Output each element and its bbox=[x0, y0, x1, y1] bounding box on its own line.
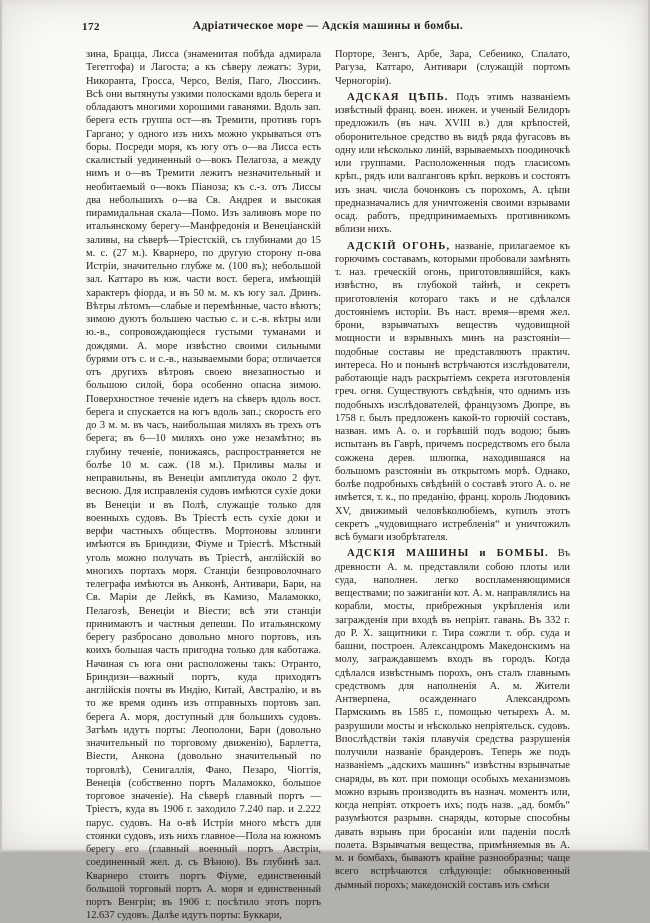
article-adskaya-tsep bbox=[335, 91, 570, 237]
article-title-adskie-mashiny-i-bomby: АДСКІЯ МАШИНЫ и БОМБЫ. bbox=[347, 547, 549, 560]
article-adriatic-sea-continuation: зина, Брацца, Лисса (знаменитая побѣда адмирала Тегетгофа) и Лагоста; а къ сѣверу лежатъ: Зури, Никоранта, Гросса, Черсо, Велія, Паго, Люссинъ. Всѣ они вытянуты узкими полосками вдоль берега и обладаютъ многими хорошими гаванями. Вдоль зап. берега есть группа ост—въ Тремити, противъ горъ Гаргано; у одного изъ нихъ можно укрываться отъ боры. Посреди моря, къ югу отъ о—ва Лисса есть скалистый уединенный о—вокъ Пелагоза, а между нимъ и о—въ Тремити лежитъ незначительный и необитаемый о—вокъ Піаноза; къ с.-з. отъ Лиссы два небольшихъ о—ва Св. Андрея и высокая пирамидальная скала—Помо. Изъ заливовъ море по итальянскому берегу—Манфредонія и Венеціанскій заливы, на сѣверѣ—Тріестскій, съ глубинами до 15 м. с. (27 м.). Кварнеро, по другую сторону п-ова Истріи, значительно глубже м. (100 въ); небольшой зал. Каттаро въ юж. части вост. берега, имѣющій характеръ фіорда, и въ 50 м. м. къ югу зал. Дринъ. Вѣтры лѣтомъ—слабые и перемѣнные, часто вѣютъ; зимою дуютъ большею частью с. и с.-в. вѣтры или ю.-в., сопровождающіеся густыми туманами и дождями. А. море извѣстно своими сильными бурями отъ с. и с.-в., называемыми бора; отличается отъ другихъ вѣтровъ своею внезапностью и большою силой, бора особенно опасна зимою. Поверхностное теченіе идетъ на сѣверъ вдоль вост. берега и спускается на югъ вдоль зап.; скорость его до 3 м. м. въ часъ, наибольшая миляхъ въ трехъ отъ берега; въ 6—10 миляхъ оно уже незамѣтно; въ глубину теченіе, понижаясь, распространяется не болѣе 10 м. саж. (18 м.). Приливы малы и неправильны, въ Венеціи амплитуда около 2 фут. весною. Для исправленія судовъ имѣются сухіе доки въ Венеціи и въ Полѣ, служащіе только для военныхъ судовъ. Въ Тріестѣ есть сухіе доки и верфи частныхъ обществъ. Мортоновы эллинги имѣются въ Бриндизи, Фіуме и Тріестѣ. Мѣстный уголь можно получать въ Тріестѣ, англійскій во многихъ портахъ моря. Станціи безпроволочнаго телеграфа имѣются въ Анконѣ, Антивари, Бари, на Св. Маріи де Лейкѣ, въ Камизо, Маламокко, Пелагозѣ, Венеціи и Віести; всѣ эти станціи принимаютъ и частныя депеши. По итальянскому берегу разбросано довольно много портовъ, изъ коихъ большая часть пригодна только для каботажа. Начиная съ юга они расположены такъ: Отранто, Бриндизи—важный портъ, куда приходятъ англійскія почты въ Индію, Китай, Австралію, и въ то же время одинъ изъ отправныхъ портовъ зап. берега А. моря, доступный для большихъ судовъ. Затѣмъ идутъ порты: Леополони, Бари (довольно значительный по торговому движенію), Барлетта, Віести, Анкона (довольно значительный по торговлѣ), Сенигаллія, Фано, Пезаро, Чіоггія, Венеція (собственно портъ Маламокко, большое торговое значеніе). На сѣверѣ главный портъ — Тріестъ, куда въ 1906 г. заходило 7.240 пар. и 2.222 парус. судовъ. На о-вѣ Истріи много мѣстъ для стоянки судовъ, изъ нихъ главное—Пола на южномъ берегу его (главный военный портъ Австріи, соединенный жел. д. съ Вѣною). Въ глубинѣ зал. Кварнеро стоитъ портъ Фіуме, единственный большой торговый портъ А. моря и единственный портъ Венгріи; въ 1906 г. посѣтило этотъ портъ 12.637 судовъ. Далѣе идутъ порты: Буккари, bbox=[86, 49, 321, 922]
article-adriatic-sea-tail: Порторе, Зенгъ, Арбе, Зара, Себенико, Спалато, Рагуза, Каттаро, Антивари (служащій портомъ Черногоріи). bbox=[335, 49, 570, 87]
article-adskie-mashiny-i-bomby bbox=[335, 547, 570, 892]
article-title-adskaya-tsep: АДСКАЯ ЦѢПЬ. bbox=[347, 90, 449, 103]
encyclopedia-page bbox=[2, 0, 648, 922]
text-columns bbox=[86, 48, 570, 922]
right-column bbox=[335, 48, 570, 891]
article-text-adskaya-tsep: Подъ этимъ названіемъ извѣстный франц. воен. инжен. и ученый Белидоръ предложилъ (въ нач. XVIII в.) для крѣпостей, оборонительное средство въ видѣ ряда фугасовъ въ одну или нѣсколько линій, взрываемыхъ поодиночкѣ или группами. Расположенныя подъ гласисомъ крѣп., рядъ или валганговъ крѣп. верковъ и состоятъ изъ знач. числа бочонковъ съ порохомъ, А. цѣпи предназначались для уничтоженія своими взрывами осад. работъ, предпринимаемыхъ противникомъ вблизи нихъ. bbox=[335, 91, 570, 236]
left-column bbox=[86, 48, 321, 922]
page-number: 172 bbox=[82, 21, 100, 33]
running-header: Адріатическое море — Адскія машины и бомбы. bbox=[192, 20, 464, 32]
page-header bbox=[82, 20, 570, 40]
article-title-adskiy-ogon: АДСКІЙ ОГОНЬ, bbox=[347, 239, 451, 252]
article-text-adskiy-ogon: названіе, прилагаемое къ горючимъ составамъ, которыми пробовали замѣнять т. наз. греческій огонь, приготовлявшійся, какъ извѣстно, въ глубокой тайнѣ, и секретъ приготовленія котораго такъ и не сдѣлался достояніемъ исторіи. Въ наст. время—время жел. брони, взрывчатыхъ веществъ чудовищной мощности и взрывныхъ минъ на разстояніи—подобные составы не представляютъ практич. интереса. Но и понынѣ встрѣчаются изслѣдователи, работающіе надъ раскрытіемъ секрета изготовленія греч. огня. Существуютъ свѣдѣнія, что однимъ изъ подобныхъ изслѣдователей, французомъ Дюпре, въ 1758 г. былъ предложенъ какой-то горючій составъ, назван. имъ А. о. и горѣвшій подъ водою; бывъ испытанъ въ Гаврѣ, причемъ посредствомъ его была сожжена дерев. шлюпка, находившаяся на большомъ разстояніи въ открытомъ морѣ. Однако, болѣе подробныхъ свѣдѣній о составѣ этого А. о. не имѣется, т. к., по преданію, франц. король Людовикъ XV, движимый человѣколюбіемъ, купилъ этотъ секретъ „чудовищнаго истребленія“ и уничтожилъ всѣ бумаги изобрѣтателя. bbox=[335, 240, 570, 543]
article-text-adskie-mashiny-i-bomby: Въ древности А. м. представляли собою плоты или суда, наполнен. легко воспламеняющимися веществами; по зажиганіи кот. А. м. направлялись на корабли, мосты, прибрежныя укрѣпленія или загражденія при входѣ въ непріят. гавань. Въ 332 г. до Р. Х. защитники г. Тира сожгли т. обр. суда и башни, построен. Александромъ Македонскимъ на молу, заграждавшемъ входъ въ городъ. Когда сдѣлался извѣстнымъ порохъ, онъ сталъ главнымъ средствомъ для наполненія А. м. Жители Антверпена, осажденнаго Александромъ Пармскимъ въ 1585 г., помощью четырехъ А. м. разрушили мосты и нѣсколько непріятельск. судовъ. Впослѣдствіи такія плавучія средства разрушенія получили названіе брандеровъ. Теперь же подъ названіемъ „адскихъ машинъ“ извѣстны взрывчатые снаряды, въ кот. при помощи особыхъ механизмовъ можно взрывъ производить въ назнач. моментъ или, когда непріят. откроетъ ихъ; подъ назв. „ад. бомбъ“ разумѣются разрывн. снаряды, которые способны давать взрывъ при бросаніи или паденіи послѣ полета. Взрывчатыя вещества, примѣняемыя въ А. м. и бомбахъ, бываютъ крайне разнообразны; чаще всего встрѣчаются слѣдующіе: обыкновенный дымный порохъ; македонскій составъ изъ смѣси bbox=[335, 548, 570, 891]
article-adskiy-ogon bbox=[335, 240, 570, 545]
